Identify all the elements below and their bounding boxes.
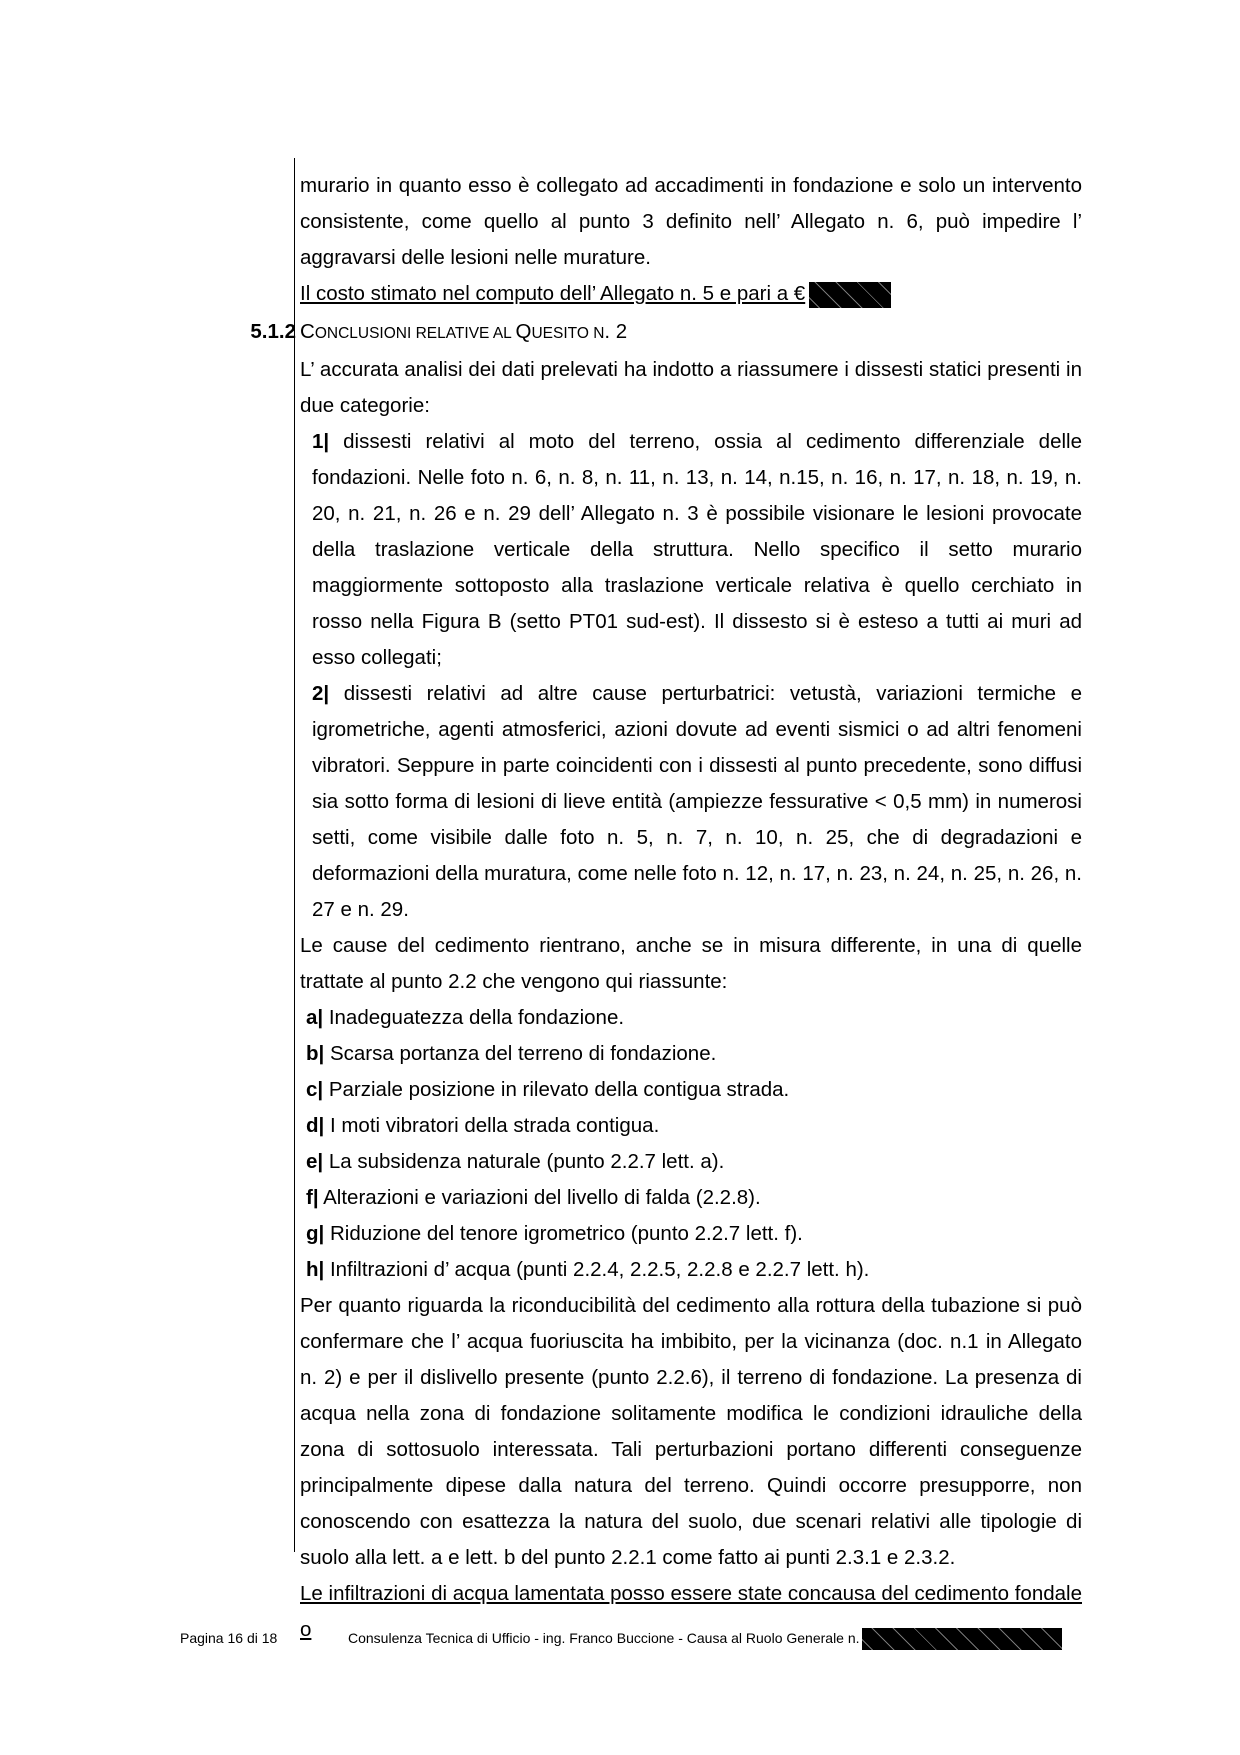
cause-c: c| Parziale posizione in rilevato della contigua strada. xyxy=(306,1078,790,1101)
redacted-case-number xyxy=(862,1628,1062,1650)
cause-f: f| Alterazioni e variazioni del livello di falda (2.2.8). xyxy=(306,1186,761,1209)
cause-b: b| Scarsa portanza del terreno di fondazione. xyxy=(306,1042,717,1065)
document-body xyxy=(250,168,1082,1648)
last-line-underlined: Le infiltrazioni di acqua lamentata posso essere state concausa del cedimento fondale o xyxy=(300,1582,1082,1641)
page-number: Pagina 16 di 18 xyxy=(180,1630,278,1646)
list-item-1: 1| dissesti relativi al moto del terreno, ossia al cedimento differenziale delle fondazioni. Nelle foto n. 6, n. 8, n. 11, n. 13, n. 14, n.15, n. 16, n. 17, n. 18, n. 19, n. 20, n. 21, n. 26 e n. 29 dell’ Allegato n. 3 è possibile visionare le lesioni provocate della traslazione verticale della struttura. Nello specifico il setto murario maggiormente sottoposto alla traslazione verticale relativa è quello cerchiato in rosso nella Figura B (setto PT01 sud-est). Il dissesto si è esteso a tutti ai muri ad esso collegati; xyxy=(312,430,1082,669)
redacted-amount xyxy=(809,282,891,308)
cause-d: d| I moti vibratori della strada contigua. xyxy=(306,1114,660,1137)
paragraph-intro: L’ accurata analisi dei dati prelevati ha indotto a riassumere i dissesti statici presenti in due categorie: xyxy=(300,358,1082,417)
page-footer xyxy=(180,1625,1000,1651)
cost-line xyxy=(300,276,1082,312)
list-item-2: 2| dissesti relativi ad altre cause perturbatrici: vetustà, variazioni termiche e igrometriche, agenti atmosferici, azioni dovute ad eventi sismici o ad altri fenomeni vibratori. Seppure in parte coincidenti con i dissesti al punto precedente, sono diffusi sia sotto forma di lesioni di lieve entità (ampiezze fessurative < 0,5 mm) in numerosi setti, come visibile dalle foto n. 5, n. 7, n. 10, n. 25, che di degradazioni e deformazioni della muratura, come nelle foto n. 12, n. 17, n. 23, n. 24, n. 25, n. 26, n. 27 e n. 29. xyxy=(312,682,1082,921)
cause-a: a| Inadeguatezza della fondazione. xyxy=(306,1006,625,1029)
cause-h: h| Infiltrazioni d’ acqua (punti 2.2.4, 2.2.5, 2.2.8 e 2.2.7 lett. h). xyxy=(306,1258,870,1281)
paragraph-causes-intro: Le cause del cedimento rientrano, anche se in misura differente, in una di quelle trattate al punto 2.2 che vengono qui riassunte: xyxy=(300,934,1082,993)
left-margin-rule xyxy=(294,158,295,1552)
cause-g: g| Riduzione del tenore igrometrico (punto 2.2.7 lett. f). xyxy=(306,1222,803,1245)
paragraph-murario: murario in quanto esso è collegato ad accadimenti in fondazione e solo un intervento consistente, come quello al punto 3 definito nell’ Allegato n. 6, può impedire l’ aggravarsi delle lesioni nelle murature. xyxy=(300,174,1082,269)
footer-consulenza: Consulenza Tecnica di Ufficio - ing. Franco Buccione - Causa al Ruolo Generale n. xyxy=(348,1625,1062,1651)
cause-e: e| La subsidenza naturale (punto 2.2.7 lett. a). xyxy=(306,1150,725,1173)
cost-text: Il costo stimato nel computo dell’ Allegato n. 5 e pari a € xyxy=(300,282,806,305)
section-number: 5.1.2 xyxy=(250,320,296,343)
section-5-1-2 xyxy=(250,314,1082,352)
paragraph-final: Per quanto riguarda la riconducibilità del cedimento alla rottura della tubazione si può confermare che l’ acqua fuoriuscita ha imbibito, per la vicinanza (doc. n.1 in Allegato n. 2) e per il dislivello presente (punto 2.2.6), il terreno di fondazione. La presenza di acqua nella zona di fondazione solitamente modifica le condizioni idrauliche della zona di sottosuolo interessata. Tali perturbazioni portano differenti conseguenze principalmente dipese dalla natura del terreno. Quindi occorre presupporre, non conoscendo con esattezza la natura del suolo, due scenari relativi alle tipologie di suolo alla lett. a e lett. b del punto 2.2.1 come fatto ai punti 2.3.1 e 2.3.2. xyxy=(300,1294,1082,1569)
section-title: CONCLUSIONI RELATIVE AL QUESITO N. 2 xyxy=(300,320,628,343)
